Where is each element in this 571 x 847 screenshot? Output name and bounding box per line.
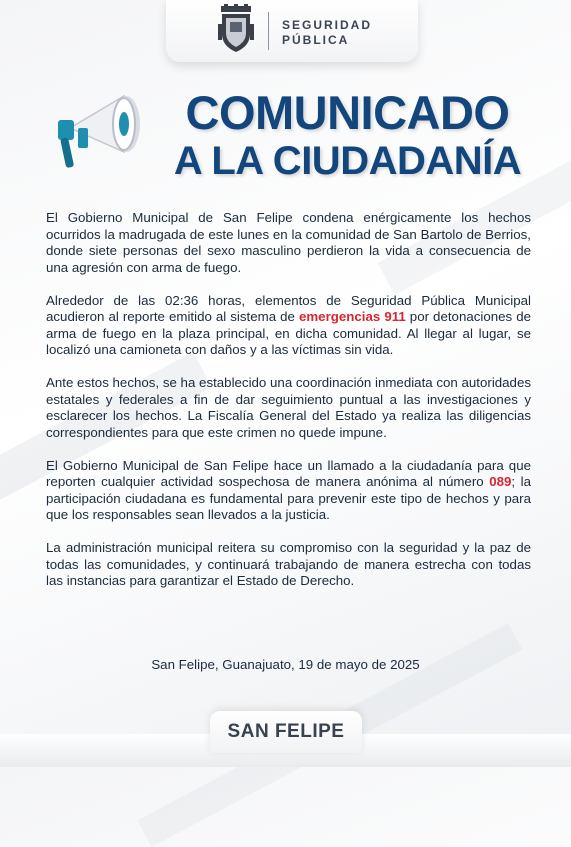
emergency-number-highlight: emergencias 911 (298, 309, 406, 324)
title-line-1: COMUNICADO (185, 86, 510, 139)
paragraph-1: El Gobierno Municipal de San Felipe condena enérgicamente los hechos ocurridos la madrugada de este lunes en la comunidad de San Bartolo de Berrios, donde siete personas del sexo masculino perdieron la vida a consecuencia de una agresión con arma de fuego. (46, 210, 531, 275)
anonymous-number-highlight: 089 (489, 474, 512, 489)
paragraph-4-text-a: El Gobierno Municipal de San Felipe hace un llamado a la ciudadanía para que reporten cualquier actividad sospechosa de manera anónima al número (46, 457, 531, 489)
header-line-2: PÚBLICA (282, 33, 350, 47)
place-and-date: San Felipe, Guanajuato, 19 de mayo de 2025 (151, 657, 420, 672)
megaphone-icon (48, 88, 148, 178)
footer-tab (210, 711, 362, 753)
paragraph-2-text-a: Alrededor de las 02:36 horas, elementos de Seguridad Pública Municipal acudieron al reporte emitido al sistema de (46, 292, 531, 324)
paragraph-4 (46, 458, 531, 524)
header-title (282, 18, 372, 48)
header-divider (268, 12, 269, 50)
paragraph-2 (46, 293, 531, 359)
paragraph-5: La administración municipal reitera su compromiso con la seguridad y la paz de todas las comunidades, y continuará trabajando de manera estrecha con todas las instancias para garantizar el Estado de Derecho. (46, 540, 531, 588)
header-tab (166, 0, 418, 62)
paragraph-4-text-b: ; la participación ciudadana es fundamental para prevenir este tipo de hechos y para que los responsables sean llevados a la justicia. (46, 474, 531, 522)
header-line-1: SEGURIDAD (282, 18, 373, 32)
page-title (150, 88, 545, 184)
municipal-shield-icon (218, 4, 254, 54)
title-line-2: A LA CIUDADANÍA (173, 139, 522, 183)
paragraph-2-text-b: por detonaciones de arma de fuego en la plaza principal, en dicha comunidad. Al llegar al lugar, se localizó una camioneta con daños y a las víctimas sin vida. (46, 309, 531, 357)
statement-body (46, 210, 531, 606)
footer-label: SAN FELIPE (227, 721, 345, 742)
paragraph-3: Ante estos hechos, se ha establecido una coordinación inmediata con autoridades estatales y federales a fin de dar seguimiento puntual a las investigaciones y esclarecer los hechos. La Fiscalía General del Estado ya realiza las diligencias correspondientes para que este crimen no quede impune. (46, 375, 531, 440)
